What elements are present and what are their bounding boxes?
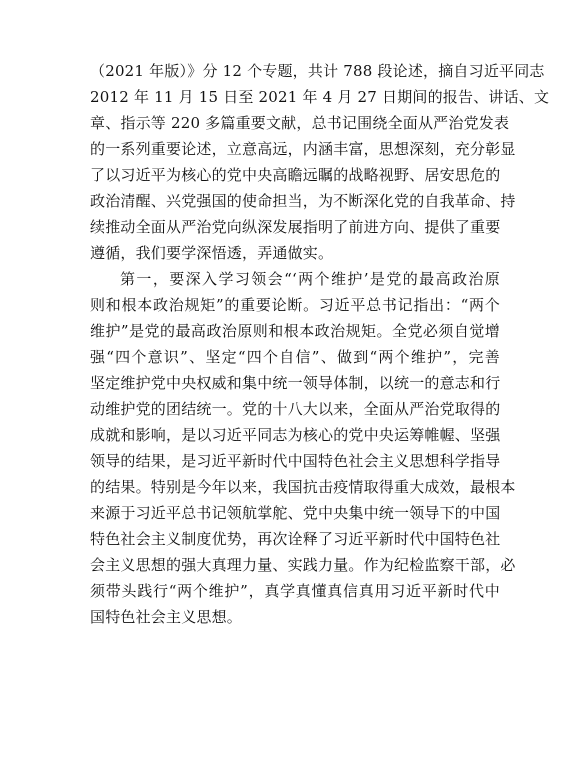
text-line: 会主义思想的强大真理力量、实践力量。作为纪检监察干部，必: [90, 556, 516, 574]
text-line: （2021 年版）》分 12 个专题，共计 788 段论述，摘自习近平同志: [90, 62, 545, 80]
text-line: 的结果。特别是今年以来，我国抗击疫情取得重大成效，最根本: [90, 478, 516, 496]
text-line: 坚定维护党中央权威和集中统一领导体制，以统一的意志和行: [90, 374, 501, 392]
text-line: 成就和影响，是以习近平同志为核心的党中央运筹帷幄、坚强: [90, 426, 501, 444]
text-line: 领导的结果，是习近平新时代中国特色社会主义思想科学指导: [90, 452, 501, 470]
text-line: 的一系列重要论述，立意高远，内涵丰富，思想深刻，充分彰显: [90, 140, 516, 158]
text-line: 2012 年 11 月 15 日至 2021 年 4 月 27 日期间的报告、讲话、文: [90, 88, 550, 106]
text-line: 来源于习近平总书记领航掌舵、党中央集中统一领导下的中国: [90, 504, 501, 522]
paragraph-1: [90, 58, 550, 266]
text-line: 遵循，我们要学深悟透，弄通做实。: [90, 244, 334, 262]
text-line: 国特色社会主义思想。: [90, 608, 243, 626]
paragraph-2: [90, 266, 516, 630]
text-line: 须带头践行“两个维护”，真学真懂真信真用习近平新时代中: [90, 582, 500, 600]
text-line: 了以习近平为核心的党中央高瞻远瞩的战略视野、居安思危的: [90, 166, 501, 184]
text-line: 强“四个意识”、坚定“四个自信”、做到“两个维护”，完善: [90, 348, 500, 366]
text-line: 动维护党的团结统一。党的十八大以来，全面从严治党取得的: [90, 400, 501, 418]
text-line: 章、指示等 220 多篇重要文献，总书记围绕全面从严治党发表: [90, 114, 510, 132]
text-line: 则和根本政治规矩”的重要论断。习近平总书记指出：“两个: [90, 296, 500, 314]
text-line: 续推动全面从严治党向纵深发展指明了前进方向、提供了重要: [90, 218, 501, 236]
text-line: 第一，要深入学习领会“‘两个维护’是党的最高政治原: [120, 270, 500, 288]
text-line: 特色社会主义制度优势，再次诠释了习近平新时代中国特色社: [90, 530, 501, 548]
text-line: 维护”是党的最高政治原则和根本政治规矩。全党必须自觉增: [90, 322, 500, 340]
text-line: 政治清醒、兴党强国的使命担当，为不断深化党的自我革命、持: [90, 192, 516, 210]
